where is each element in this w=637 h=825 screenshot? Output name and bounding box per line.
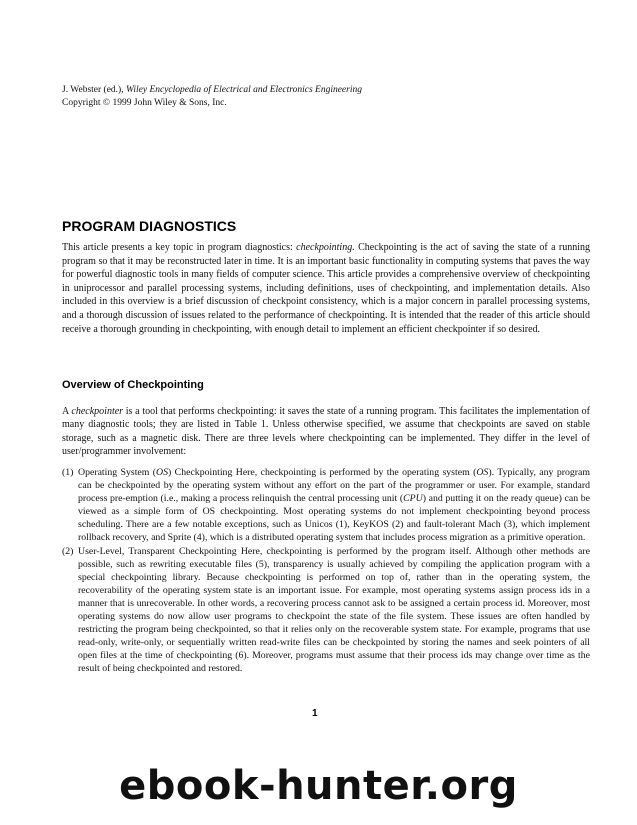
list-number: (1) (62, 467, 74, 478)
os-abbrev: OS (156, 467, 169, 478)
copyright-line: Copyright © 1999 John Wiley & Sons, Inc. (62, 97, 227, 108)
list-item (62, 466, 590, 545)
list-item (62, 545, 590, 676)
page-number: 1 (312, 708, 318, 719)
checkpoint-levels-list (62, 466, 590, 676)
watermark: ebook-hunter.org (119, 763, 518, 809)
intro-paragraph (62, 241, 590, 336)
article-title: PROGRAM DIAGNOSTICS (62, 218, 237, 234)
intro-text: This article presents a key topic in program diagnostics: (62, 242, 297, 253)
overview-term: checkpointer (71, 406, 124, 417)
os-abbrev: OS (476, 467, 489, 478)
overview-paragraph (62, 405, 590, 459)
citation-line (62, 84, 582, 97)
encyclopedia-title: Wiley Encyclopedia of Electrical and Electronics Engineering (125, 85, 362, 95)
list-text-part: ). Typically, any program can be checkpointed by the operating system without any effort on the part of the programmer or user. For example, standard process pre-emption (i.e., making a process relinquish the central processing unit ( (78, 467, 591, 505)
citation-header (62, 84, 582, 109)
section-heading: Overview of Checkpointing (62, 379, 204, 391)
list-text-part: ) and putting it on the ready queue) can be viewed as a simple form of OS checkpointing. Most operating systems do not implement checkpointing beyond process scheduling. There are a few notable exceptions, such as Unicos (1), KeyKOS (2) and fault-tolerant Mach (3), which implement rollback recovery, and Sprite (4), which is a distributed operating system that includes process migration as a primitive operation. (78, 493, 591, 544)
overview-text-rest: is a tool that performs checkpointing: it saves the state of a running program. This facilitates the implementation of many diagnostic tools; they are listed in Table 1. Unless otherwise specified, we assume that checkpoints are saved on stable storage, such as a magnetic disk. There are three levels where checkpointing can be implemented. They differ in the level of user/programmer involvement: (62, 406, 590, 458)
list-number: (2) (62, 545, 74, 557)
list-text (78, 466, 590, 545)
intro-text-rest: Checkpointing is the act of saving the state of a running program so that it may be reconstructed later in time. It is an important basic functionality in computing systems that paves the way for powerful diagnostic tools in many fields of computer science. This article provides a comprehensive overview of checkpointing in uniprocessor and parallel processing systems, including definitions, uses of checkpointing, and implementation details. Also included in this overview is a brief discussion of checkpoint consistency, which is a major concern in parallel processing systems, and a thorough discussion of issues related to the performance of checkpointing. It is intended that the reader of this article should receive a thorough grounding in checkpointing, with enough detail to implement an efficient checkpointer if so desired. (62, 242, 591, 335)
list-text: User-Level, Transparent Checkpointing Here, checkpointing is performed by the program itself. Although other methods are possible, such as rewriting executable files (5), transparency is usually achieved by compiling the application program with a special checkpointing library. Because checkpointing is performed on top of, rather than in the operating system, the recoverability of the operating system state is an important issue. For example, most operating systems assign process ids in a manner that is unrecoverable. In other words, a recovering process cannot ask to be assigned a certain process id. Moreover, most operating systems do now allow user programs to checkpoint the state of the file system. These issues are often handled by restricting the program being checkpointed, so that it relies only on the recoverable system state. For example, programs that use read-only, write-only, or sequentially written read-write files can be checkpointed by storing the names and seek pointers of all open files at the time of checkpointing (6). Moreover, programs must assume that their process ids may change over time as the result of being checkpointed and restored. (78, 545, 590, 675)
editor-text: J. Webster (ed.), (62, 85, 126, 95)
list-text-part: ) Checkpointing Here, checkpointing is performed by the operating system ( (168, 467, 477, 478)
list-text-part: Operating System ( (78, 467, 157, 478)
intro-term: checkpointing. (296, 242, 355, 253)
overview-text: A (62, 406, 72, 417)
cpu-abbrev: CPU (403, 493, 423, 505)
